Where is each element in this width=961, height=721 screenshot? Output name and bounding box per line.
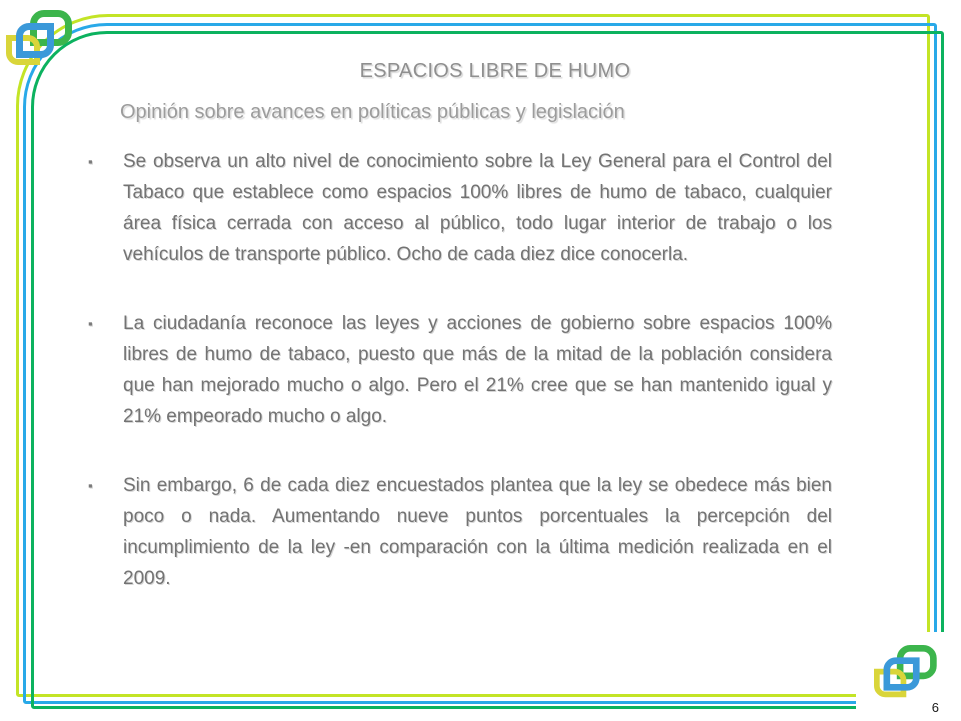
slide-body [88, 146, 832, 632]
bullet-paragraph [88, 146, 832, 270]
paragraph-text: Se observa un alto nivel de conocimiento sobre la Ley General para el Control del Tabaco que establece como espacios 100% libres de humo de tabaco, cualquier área física cerrada con acceso al público, todo lugar interior de trabajo o los vehículos de transporte público. Ocho de cada diez dice conocerla. [123, 151, 832, 265]
slide-subtitle: Opinión sobre avances en políticas públicas y legislación [120, 101, 625, 123]
paragraph-text: Sin embargo, 6 de cada diez encuestados plantea que la ley se obedece más bien poco o nada. Aumentando nueve puntos porcentuales la percepción del incumplimiento de la ley -en comparación con la última medición realizada en el 2009. [123, 475, 832, 589]
bullet-paragraph [88, 308, 832, 432]
three-leaf-logo-icon [874, 645, 937, 700]
bullet-marker: ▪ [88, 316, 93, 331]
bullet-marker: ▪ [88, 478, 93, 493]
paragraph-text: La ciudadanía reconoce las leyes y acciones de gobierno sobre espacios 100% libres de humo de tabaco, puesto que más de la mitad de la población considera que han mejorado mucho o algo. Pero el 21% cree que se han mantenido igual y 21% empeorado mucho o algo. [123, 313, 832, 427]
bullet-paragraph [88, 470, 832, 594]
slide-title: ESPACIOS LIBRE DE HUMO [359, 60, 631, 82]
page-number: 6 [931, 700, 939, 715]
leaf-blue-icon [16, 23, 54, 58]
bullet-marker: ▪ [88, 154, 93, 169]
leaf-blue-icon [884, 657, 920, 690]
